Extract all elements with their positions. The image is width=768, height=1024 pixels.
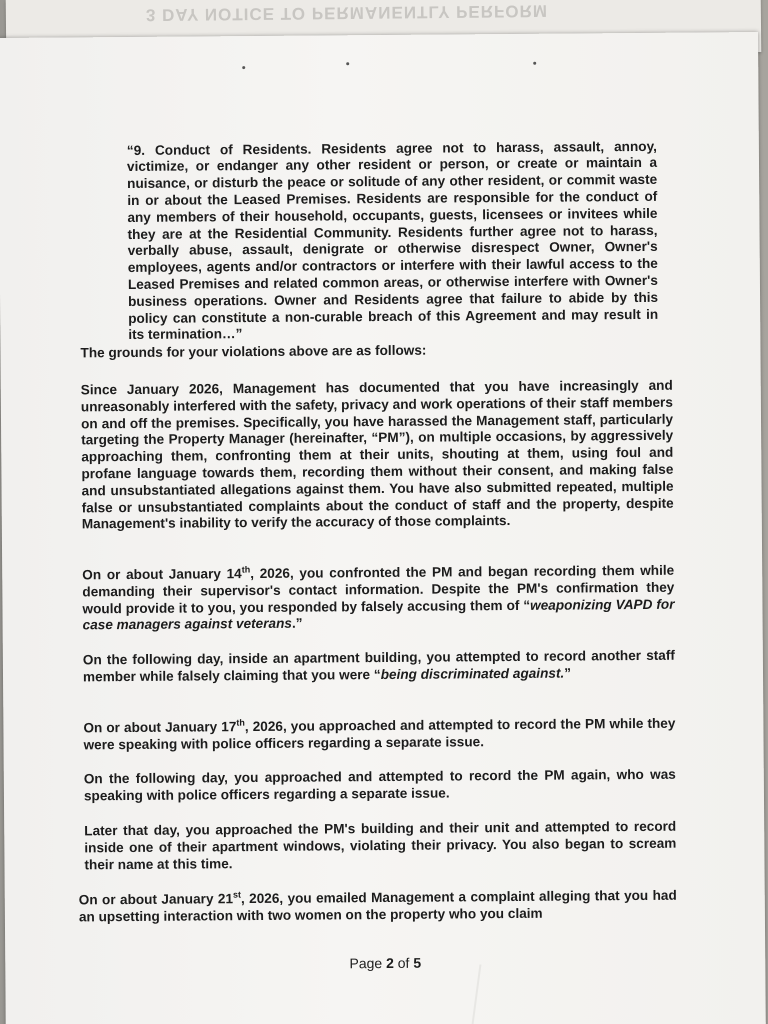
- text: , 2026, you approached and attempted to record the PM while they were speaking with police officers regarding a separate issue.: [83, 715, 676, 753]
- paragraph-following-day-2: On the following day, you approached and attempted to record the PM again, who was speaking with police officers regarding a separate issue.: [83, 766, 676, 804]
- ordinal-suffix: st: [232, 889, 242, 900]
- text: , 2026, you confronted the PM and began recording them while demanding their supervisor's contact information. Despite the PM's confirmation they would provide it to you, you responded by falsely accusing them of “: [82, 562, 675, 616]
- paragraph-jan-14: [82, 563, 675, 635]
- page-number: 2: [385, 954, 394, 971]
- grounds-heading: The grounds for your violations above are as follows:: [80, 342, 427, 361]
- ordinal-suffix: th: [241, 564, 251, 575]
- paragraph-overview: Since January 2026, Management has documented that you have increasingly and unreasonably interfered with the safety, privacy and work operations of their staff members on and off the premises. Specifically, you have harassed the Management staff, particularly targeting the Property Manager (hereinafter, “PM”), on multiple occasions, by aggressively approaching them, confronting them at their units, shouting at them, using foul and profane language towards them, recording them without their consent, and making false and unsubstantiated allegations against them. You have also submitted repeated, multiple false or unsubstantiated complaints about the conduct of staff and the property, despite Management's inability to verify the accuracy of those complaints.: [80, 377, 674, 532]
- quoted-claim: being discriminated against.: [380, 665, 565, 682]
- text: On or about January 21: [78, 891, 234, 908]
- footer-text: of: [393, 954, 414, 971]
- page-footer: [5, 952, 765, 975]
- page-total: 5: [413, 954, 422, 971]
- paragraph-following-day-1: [83, 648, 675, 686]
- paragraph-jan-21: [79, 888, 677, 926]
- text: On or about January 14: [82, 566, 242, 583]
- text: On or about January 17: [83, 719, 237, 736]
- footer-text: Page: [349, 954, 387, 972]
- ghost-header: 3 DAY NOTICE TO PERMANENTLY PERFORM: [145, 1, 549, 25]
- text: .”: [291, 616, 303, 632]
- document-body: [0, 32, 766, 1024]
- quoted-lease-clause: “9. Conduct of Residents. Residents agree not to harass, assault, annoy, victimize, or endanger any other resident or person, or create or maintain a nuisance, or disturb the peace or solitude of any other resident, or commit waste in or about the Leased Premises. Residents are responsible for the conduct of any members of their household, occupants, guests, licensees or invitees while they are at the Residential Community. Residents further agree not to harass, verbally abuse, assault, denigrate or otherwise disrespect Owner, Owner's employees, agents and/or contractors or interfere with their lawful access to the Leased Premises and related common areas, or otherwise interfere with Owner's business operations. Owner and Residents agree that failure to abide by this policy can constitute a non-curable breach of this Agreement and may result in its termination…”: [126, 138, 659, 343]
- text: On the following day, inside an apartment building, you attempted to record another staff member while falsely claiming that you were “: [82, 647, 675, 685]
- quoted-accusation: weaponizing VAPD for case managers against veterans: [82, 596, 675, 633]
- text: ”: [564, 665, 572, 681]
- text: , 2026, you emailed Management a complaint alleging that you had an upsetting interaction with two women on the property who you claim: [78, 887, 677, 925]
- paragraph-jan-17: [83, 716, 675, 754]
- document-page: [0, 32, 766, 1024]
- ordinal-suffix: th: [236, 717, 245, 728]
- paragraph-later-that-day: Later that day, you approached the PM's building and their unit and attempted to record inside one of their apartment windows, violating their privacy. You also began to scream their name at this time.: [84, 818, 677, 872]
